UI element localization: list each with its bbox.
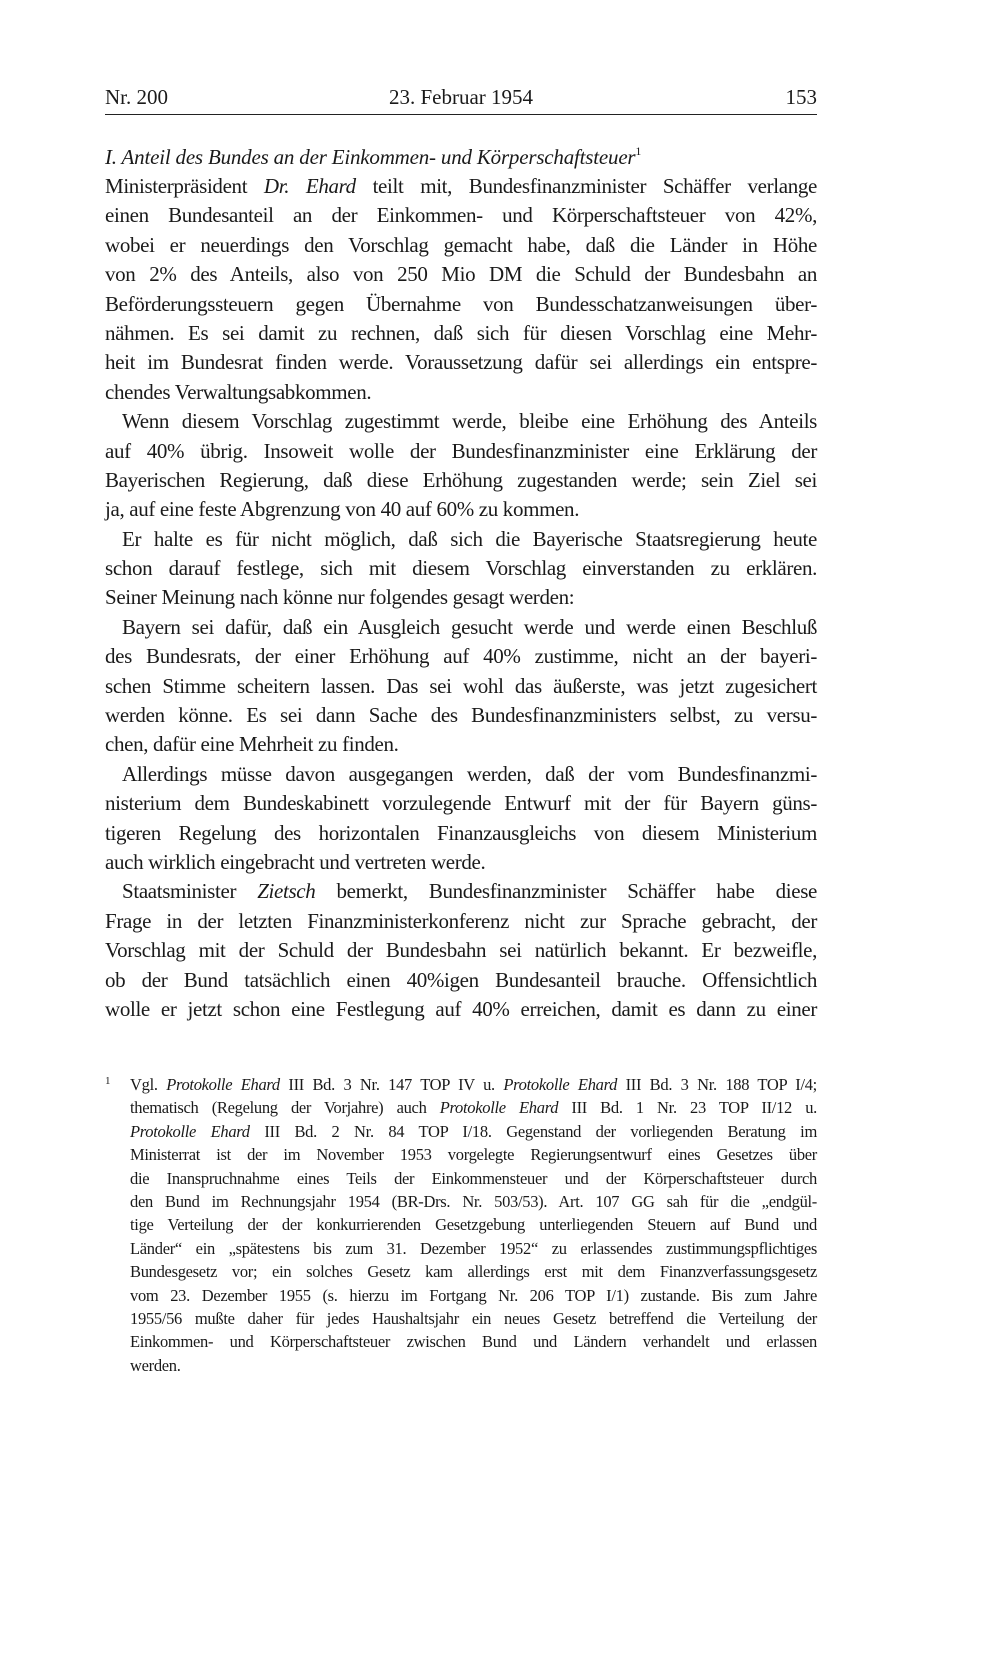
- text-run: Er halte es für nicht möglich, daß sich die Bayerische Staatsregierung heute: [122, 526, 817, 551]
- text-run: Ministerrat ist der im November 1953 vorgelegte Regierungsentwurf eines Gesetzes über: [130, 1145, 817, 1165]
- text-run: Allerdings müsse davon ausgegangen werden, daß der vom Bundesfinanzmi-: [122, 761, 817, 786]
- paragraph: [105, 760, 817, 878]
- text-run: werden.: [130, 1355, 181, 1375]
- paragraph-line: [105, 201, 817, 230]
- italic-text: Dr. Ehard: [263, 174, 356, 198]
- paragraph-line: [105, 789, 817, 818]
- footnote-line: [130, 1120, 817, 1143]
- text-run: Länder“ ein „spätestens bis zum 31. Dezember 1952“ zu erlassendes zustimmungspflichtiges: [130, 1238, 817, 1258]
- text-run: Ministerpräsident: [105, 174, 264, 198]
- paragraph-line: [105, 172, 817, 201]
- text-run: Wenn diesem Vorschlag zugestimmt werde, bleibe eine Erhöhung des Anteils: [122, 409, 817, 434]
- paragraph-line: [105, 966, 817, 995]
- paragraph-line: [105, 466, 817, 495]
- text-run: chendes Verwaltungsabkommen.: [105, 379, 372, 404]
- paragraph-line: [105, 260, 817, 289]
- text-run: tigeren Regelung des horizontalen Finanzausgleichs von diesem Ministerium: [105, 820, 817, 845]
- paragraph: [105, 407, 817, 525]
- text-run: werden könne. Es sei dann Sache des Bundesfinanzministers selbst, zu versu-: [105, 703, 817, 728]
- paragraph-line: [105, 583, 817, 612]
- text-run: auch wirklich eingebracht und vertreten werde.: [105, 849, 486, 874]
- text-run: Bayern sei dafür, daß ein Ausgleich gesucht werde und werde einen Beschluß: [122, 614, 817, 639]
- section-heading-text: I. Anteil des Bundes an der Einkommen- und Körperschaftsteuer: [105, 145, 636, 169]
- text-run: Frage in der letzten Finanzministerkonferenz nicht zur Sprache gebracht, der: [105, 908, 817, 933]
- footnote-reference[interactable]: 1: [635, 144, 642, 158]
- paragraph-line: [105, 407, 817, 436]
- italic-text: Protokolle Ehard: [503, 1075, 618, 1094]
- paragraph-line: [105, 877, 817, 906]
- document-page: [105, 84, 817, 1024]
- footnote-line: [130, 1167, 817, 1190]
- paragraph-line: [105, 348, 817, 377]
- paragraph-line: [105, 319, 817, 348]
- text-run: Einkommen- und Körperschaftsteuer zwischen Bund und Ländern verhandelt und erlassen: [130, 1332, 817, 1352]
- text-run: heit im Bundesrat finden werde. Voraussetzung dafür sei allerdings ein entspre-: [105, 350, 817, 375]
- paragraph-line: [105, 642, 817, 671]
- footnote-line: [130, 1237, 817, 1260]
- italic-text: Zietsch: [257, 879, 316, 904]
- document-number: Nr. 200: [105, 85, 168, 109]
- text-run: nisterium dem Bundeskabinett vorzulegende Entwurf mit der für Bayern güns-: [105, 791, 817, 816]
- text-run: Vgl.: [130, 1075, 167, 1094]
- paragraph: [105, 525, 817, 613]
- paragraph-line: [105, 231, 817, 260]
- text-run: III Bd. 2 Nr. 84 TOP I/18. Gegenstand der vorliegenden Beratung im: [249, 1121, 817, 1141]
- paragraph-line: [105, 437, 817, 466]
- text-run: Beförderungssteuern gegen Übernahme von Bundesschatzanweisungen über-: [105, 291, 817, 316]
- footnote-line: [130, 1284, 817, 1307]
- text-run: Staatsminister: [122, 879, 258, 904]
- footnote-line: [130, 1143, 817, 1166]
- text-run: die Inanspruchnahme eines Teils der Einkommensteuer und der Körperschaftsteuer durch: [130, 1168, 817, 1188]
- paragraph-line: [105, 819, 817, 848]
- footnote-line: [130, 1190, 817, 1213]
- body-text: [105, 172, 817, 1024]
- text-run: von 2% des Anteils, also von 250 Mio DM die Schuld der Bundesbahn an: [105, 262, 817, 287]
- text-run: teilt mit, Bundesfinanzminister Schäffer verlange: [355, 174, 817, 198]
- paragraph-line: [105, 495, 817, 524]
- footnote-mark: 1: [105, 1075, 111, 1087]
- text-run: Vorschlag mit der Schuld der Bundesbahn sei natürlich bekannt. Er bezweifle,: [105, 938, 817, 963]
- page-number: 153: [785, 85, 817, 109]
- footnotes: [105, 1073, 817, 1377]
- paragraph-line: [105, 701, 817, 730]
- text-run: vom 23. Dezember 1955 (s. hierzu im Fortgang Nr. 206 TOP I/1) zustande. Bis zum Jahre: [130, 1285, 817, 1305]
- text-run: wobei er neuerdings den Vorschlag gemacht habe, daß die Länder in Höhe: [105, 232, 817, 257]
- paragraph: [105, 613, 817, 760]
- paragraph-line: [105, 848, 817, 877]
- paragraph-line: [105, 730, 817, 759]
- paragraph: [105, 877, 817, 1024]
- paragraph: [105, 172, 817, 407]
- paragraph-line: [105, 378, 817, 407]
- text-run: einen Bundesanteil an der Einkommen- und Körperschaftsteuer von 42%,: [105, 203, 817, 228]
- footnote-line: [130, 1307, 817, 1330]
- text-run: III Bd. 1 Nr. 23 TOP II/12 u.: [558, 1098, 817, 1118]
- text-run: wolle er jetzt schon eine Festlegung auf 40% erreichen, damit es dann zu einer: [105, 996, 817, 1021]
- paragraph-line: [105, 936, 817, 965]
- paragraph-line: [105, 290, 817, 319]
- footnote: [105, 1073, 817, 1377]
- text-run: Bayerischen Regierung, daß diese Erhöhung zugestanden werde; sein Ziel sei: [105, 467, 817, 492]
- text-run: des Bundesrats, der einer Erhöhung auf 40% zustimme, nicht an der bayeri-: [105, 644, 817, 669]
- footnote-line: [130, 1096, 817, 1119]
- text-run: nähmen. Es sei damit zu rechnen, daß sich für diesen Vorschlag eine Mehr-: [105, 320, 817, 345]
- italic-text: Protokolle Ehard: [130, 1121, 250, 1141]
- footnote-line: [130, 1213, 817, 1236]
- text-run: III Bd. 3 Nr. 147 TOP IV u.: [279, 1075, 504, 1094]
- section-heading: [105, 143, 817, 172]
- text-run: 1955/56 mußte daher für jedes Haushaltsjahr ein neues Gesetz betreffend die Verteilung der: [130, 1308, 817, 1328]
- text-run: ja, auf eine feste Abgrenzung von 40 auf 60% zu kommen.: [105, 497, 580, 522]
- paragraph-line: [105, 907, 817, 936]
- text-run: schen Stimme scheitern lassen. Das sei wohl das äußerste, was jetzt zugesichert: [105, 673, 817, 698]
- text-run: ob der Bund tatsächlich einen 40%igen Bundesanteil brauche. Offensichtlich: [105, 967, 817, 992]
- running-head: [105, 84, 817, 114]
- paragraph-line: [105, 554, 817, 583]
- text-run: Bundesgesetz vor; ein solches Gesetz kam allerdings erst mit dem Finanzverfassungsgesetz: [130, 1262, 817, 1282]
- text-run: tige Verteilung der der konkurrierenden Gesetzgebung unterliegenden Steuern auf Bund und: [130, 1215, 817, 1235]
- italic-text: Protokolle Ehard: [166, 1075, 280, 1094]
- meeting-date: 23. Februar 1954: [388, 85, 534, 109]
- text-run: den Bund im Rechnungsjahr 1954 (BR-Drs. Nr. 503/53). Art. 107 GG sah für die „endgül-: [130, 1191, 817, 1211]
- paragraph-line: [105, 995, 817, 1024]
- text-run: auf 40% übrig. Insoweit wolle der Bundesfinanzminister eine Erklärung der: [105, 438, 817, 463]
- text-run: III Bd. 3 Nr. 188 TOP I/4;: [617, 1075, 817, 1094]
- paragraph-line: [105, 760, 817, 789]
- paragraph-line: [105, 613, 817, 642]
- text-run: chen, dafür eine Mehrheit zu finden.: [105, 732, 399, 757]
- text-run: bemerkt, Bundesfinanzminister Schäffer habe diese: [315, 879, 817, 904]
- paragraph-line: [105, 672, 817, 701]
- text-run: thematisch (Regelung der Vorjahre) auch: [130, 1098, 440, 1118]
- paragraph-line: [105, 525, 817, 554]
- text-run: Seiner Meinung nach könne nur folgendes gesagt werden:: [105, 585, 575, 610]
- text-run: schon darauf festlege, sich mit diesem Vorschlag einverstanden zu erklären.: [105, 556, 817, 581]
- italic-text: Protokolle Ehard: [439, 1098, 559, 1118]
- footnote-line: [130, 1260, 817, 1283]
- header-rule: [105, 114, 817, 115]
- footnote-line: [130, 1354, 817, 1377]
- footnote-line: [130, 1073, 817, 1096]
- footnote-line: [130, 1330, 817, 1353]
